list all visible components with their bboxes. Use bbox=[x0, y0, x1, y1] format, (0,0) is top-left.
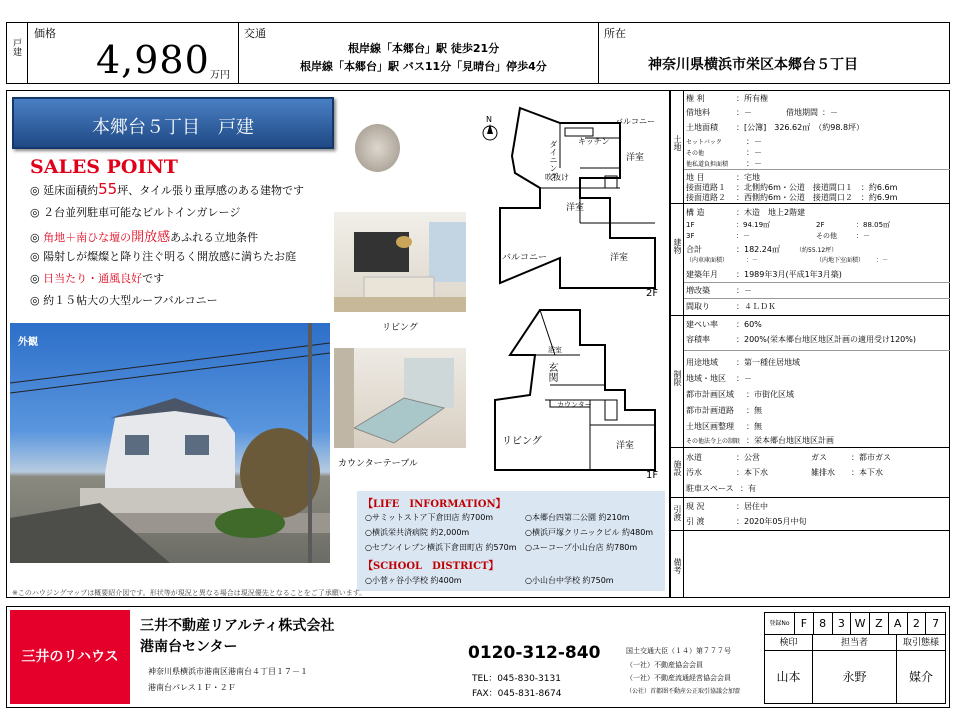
spec-row: 引 渡 ：2020年05月中旬 bbox=[686, 517, 807, 526]
room-2f-west: 洋室 bbox=[626, 153, 645, 163]
deal-label: 取引態様 bbox=[902, 638, 939, 648]
section-building: 建物 bbox=[673, 238, 682, 254]
floor-1f-label: 1F bbox=[646, 470, 659, 481]
price-value: 4,980 bbox=[96, 38, 210, 82]
school-district-title: 【SCHOOL DISTRICT】 bbox=[363, 561, 499, 572]
sales-point-item: ◎ 日当たり・通風良好です bbox=[30, 272, 165, 285]
spec-row: 地 目 ：宅地 bbox=[686, 173, 760, 182]
spec-row: 現 況 ：居住中 bbox=[686, 502, 768, 511]
spec-row: 都市計画区域 ：市街化区域 bbox=[686, 390, 794, 399]
room-fukinuke: 吹抜け bbox=[545, 173, 569, 182]
counter-illustration bbox=[334, 348, 466, 448]
living-photo-caption: リビング bbox=[382, 323, 418, 333]
bullet-icon: ◎ bbox=[30, 250, 44, 263]
reg-char: F bbox=[795, 613, 814, 634]
spec-row: 土地面積 ：[公簿] 326.62㎡ （約98.8坪） bbox=[686, 123, 865, 132]
life-info-title: 【LIFE INFORMATION】 bbox=[363, 499, 506, 510]
divider bbox=[238, 22, 239, 84]
life-info-item: ○セブンイレブン横浜下倉田町店 約570m bbox=[365, 543, 517, 552]
exterior-photo-label: 外観 bbox=[18, 337, 38, 348]
life-info-item: ○ユーコープ小山台店 約780m bbox=[525, 543, 638, 552]
spec-row: 合計 ：182.24㎡ （約55.12坪） bbox=[686, 245, 838, 254]
counter-photo bbox=[334, 348, 466, 448]
counter-photo-caption: カウンターテーブル bbox=[338, 459, 418, 469]
spec-row: セットバック ：－ bbox=[686, 137, 762, 146]
bullet-icon: ◎ bbox=[30, 294, 44, 307]
life-info-item: ○本郷台四第二公園 約210m bbox=[525, 513, 630, 522]
floorplan-2f bbox=[470, 98, 670, 298]
sales-point-item: ◎ 角地＋南ひな壇の開放感あふれる立地条件 bbox=[30, 230, 259, 245]
room-living: リビング bbox=[502, 436, 542, 447]
spec-row: 土地区画整理 ：無 bbox=[686, 422, 762, 431]
inspector-value: 山本 bbox=[765, 651, 813, 703]
divider bbox=[670, 530, 950, 531]
spec-row: 構 造 ：木造 地上2階建 bbox=[686, 208, 806, 217]
spec-row: 汚水 ：本下水 雑排水 ：本下水 bbox=[686, 468, 883, 477]
price-label: 価格 bbox=[34, 27, 56, 40]
room-1f-west: 洋室 bbox=[616, 441, 635, 451]
license-number: 国土交通大臣（１４）第７７７号 bbox=[626, 647, 731, 655]
spec-row: 用途地域 ：第一種住居地域 bbox=[686, 358, 800, 367]
room-balcony: バルコニー bbox=[502, 253, 548, 263]
disclaimer: ※このハウジングマップは概要紹介図です。形状等が現況と異なる場合は現況優先となることをご了承願います。 bbox=[12, 589, 367, 597]
room-dining: ダイニング bbox=[549, 140, 558, 180]
transport-line-1: 根岸線「本郷台」駅 徒歩21分 bbox=[348, 42, 500, 55]
company-address-2: 港南台パレス１Ｆ・２Ｆ bbox=[148, 683, 236, 692]
row-divider bbox=[684, 169, 950, 170]
reg-char: 3 bbox=[833, 613, 852, 634]
spec-row: 1F ：94.19㎡ 2F ：88.05㎡ bbox=[686, 221, 891, 229]
floorplan-1f bbox=[470, 300, 670, 485]
logo-text: 三井のリハウス bbox=[21, 649, 119, 665]
reg-row bbox=[765, 613, 945, 635]
sales-point-title: SALES POINT bbox=[30, 156, 178, 178]
tel-number: TEL：045-830-3131 bbox=[472, 674, 561, 684]
fax-number: FAX：045-831-8674 bbox=[472, 689, 562, 699]
spec-row: 駐車スペース ：有 bbox=[686, 484, 756, 493]
bullet-icon: ◎ bbox=[30, 206, 44, 219]
transport-line-2: 根岸線「本郷台」駅 バス11分「見晴台」停歩4分 bbox=[300, 60, 547, 73]
phone-number: 0120-312-840 bbox=[468, 643, 601, 663]
spec-row: 増改築 ：－ bbox=[686, 286, 752, 295]
school-item: ○小菅ヶ谷小学校 約400m bbox=[365, 576, 462, 585]
spec-row: 建ぺい率 ：60% bbox=[686, 320, 762, 329]
reg-char: W bbox=[851, 613, 870, 634]
room-counter: カウンター bbox=[557, 401, 592, 409]
divider bbox=[670, 315, 950, 316]
spec-row: 接面道路１ ：北側約6m・公道 接道間口１ ：約6.6m bbox=[686, 183, 898, 192]
life-info-box bbox=[357, 491, 665, 591]
section-handover: 引渡 bbox=[673, 505, 682, 521]
title-banner-text: 本郷台５丁目 戸建 bbox=[92, 117, 254, 138]
life-info-item: ○横浜戸塚クリニックビル 約480m bbox=[525, 528, 654, 537]
spec-row: （内車庫面積） ：－ （内地下室面積） ：－ bbox=[686, 257, 889, 264]
stamp-header-row bbox=[765, 635, 945, 651]
reg-char: Z bbox=[870, 613, 889, 634]
section-remarks: 備考 bbox=[673, 558, 682, 574]
room-photo bbox=[355, 124, 400, 172]
spec-row: 間取り ：４ＬＤＫ bbox=[686, 302, 776, 311]
life-info-item: ○サミットストア下倉田店 約700m bbox=[365, 513, 494, 522]
room-2f-east: 洋室 bbox=[566, 203, 585, 213]
property-type-label: 戸建 bbox=[11, 38, 21, 56]
room-balcony-top: バルコニー bbox=[615, 117, 655, 126]
deal-value: 媒介 bbox=[908, 670, 933, 684]
divider bbox=[670, 497, 950, 498]
staff-label: 担当者 bbox=[813, 635, 897, 650]
sales-point-item: ◎ ２台並列駐車可能なビルトインガレージ bbox=[30, 206, 241, 219]
company-logo bbox=[10, 610, 130, 704]
row-divider bbox=[684, 298, 950, 299]
price-unit: 万円 bbox=[210, 70, 230, 81]
spec-row: 水道 ：公営 ガス ：都市ガス bbox=[686, 453, 891, 462]
room-2f-south: 洋室 bbox=[610, 253, 629, 263]
company-name: 三井不動産リアルティ株式会社 bbox=[140, 618, 335, 634]
location-label: 所在 bbox=[604, 27, 626, 40]
room-kitchen: キッチン bbox=[578, 137, 610, 146]
sales-point-item: ◎ 延床面積約55坪、タイル張り重厚感のある建物です bbox=[30, 180, 304, 198]
life-info-item: ○横浜栄共済病院 約2,000m bbox=[365, 528, 470, 537]
compass-n: N bbox=[486, 115, 492, 124]
floor-2f-label: 2F bbox=[646, 288, 659, 299]
inspector-label: 検印 bbox=[765, 635, 813, 650]
spec-row: 権 利 ：所有権 bbox=[686, 94, 768, 103]
spec-section-column bbox=[670, 90, 684, 598]
association: （一社）不動産流通経営協会会員 bbox=[626, 674, 731, 682]
reg-char: 8 bbox=[814, 613, 833, 634]
sales-point-item: ◎ 約１５帖大の大型ルーフバルコニー bbox=[30, 294, 218, 307]
reg-label: 登録No bbox=[765, 613, 795, 634]
divider bbox=[598, 22, 599, 84]
exterior-photo bbox=[10, 323, 330, 563]
spec-row: その他法令上の制限 ：栄本郷台地区地区計画 bbox=[686, 436, 834, 445]
sales-point-item: ◎ 陽射しが燦燦と降り注ぐ明るく開放感に満ちたお庭 bbox=[30, 250, 297, 263]
living-photo bbox=[334, 212, 466, 312]
reg-char: A bbox=[889, 613, 908, 634]
stamp-value-row bbox=[765, 651, 945, 703]
section-facility: 施設 bbox=[673, 460, 682, 476]
title-banner bbox=[12, 97, 334, 149]
association: （公社）首都圏不動産公正取引協議会加盟 bbox=[626, 688, 741, 695]
house-illustration bbox=[10, 323, 330, 563]
reg-char: 7 bbox=[932, 617, 940, 630]
spec-row: 借地料 ：－ 借地期間 ：－ bbox=[686, 108, 838, 117]
bullet-icon: ◎ bbox=[30, 272, 44, 285]
spec-row: 3F ：－ その他 ：－ bbox=[686, 232, 870, 240]
association: （一社）不動産協会会員 bbox=[626, 661, 703, 669]
spec-row: 容積率 ：200%(栄本郷台地区地区計画の適用受け120%) bbox=[686, 335, 916, 344]
room-bath: 浴室 bbox=[548, 346, 562, 354]
section-regulation: 制限 bbox=[673, 370, 682, 386]
spec-row: 都市計画道路 ：無 bbox=[686, 406, 762, 415]
transport-label: 交通 bbox=[244, 27, 266, 40]
living-illustration bbox=[334, 212, 466, 312]
school-item: ○小山台中学校 約750m bbox=[525, 576, 614, 585]
row-divider bbox=[684, 282, 950, 283]
room-entrance: 玄関 bbox=[546, 362, 557, 382]
row-divider bbox=[684, 350, 950, 351]
spec-row: 接面道路２ ：西側約6m・公道 接道間口２ ：約6.9m bbox=[686, 193, 898, 202]
company-address-1: 神奈川県横浜市港南区港南台４丁目１７－１ bbox=[148, 667, 308, 676]
bullet-icon: ◎ bbox=[30, 184, 44, 197]
spec-row: 他私道負担面積 ：－ bbox=[686, 159, 762, 168]
spec-row: 地域・地区 ：－ bbox=[686, 374, 752, 383]
bullet-icon: ◎ bbox=[30, 231, 44, 244]
registration-grid bbox=[764, 612, 946, 704]
spec-row: その他 ：－ bbox=[686, 148, 762, 157]
location-value: 神奈川県横浜市栄区本郷台５丁目 bbox=[648, 57, 858, 73]
branch-name: 港南台センター bbox=[140, 639, 238, 655]
reg-char: 2 bbox=[908, 613, 927, 634]
staff-value: 永野 bbox=[813, 651, 897, 703]
spec-row: 建築年月 ：1989年3月(平成1年3月築) bbox=[686, 270, 842, 279]
section-land: 土地 bbox=[673, 135, 682, 151]
